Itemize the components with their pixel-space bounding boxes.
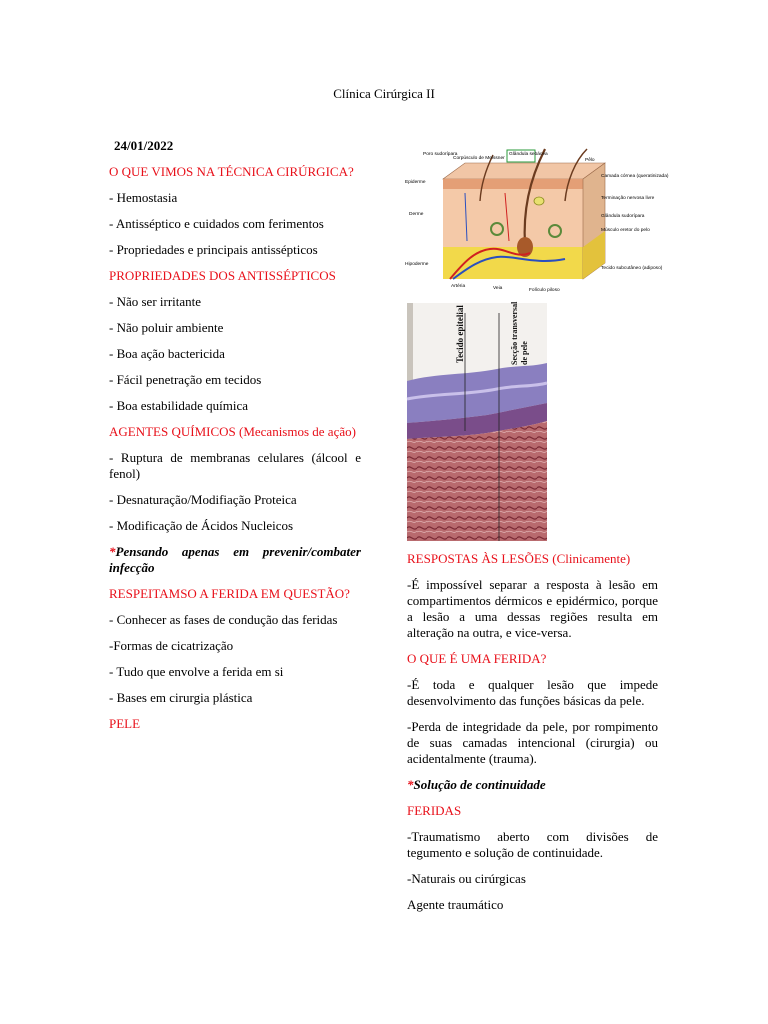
list-item: -Formas de cicatrização	[109, 638, 234, 653]
section-heading: O QUE VIMOS NA TÉCNICA CIRÚRGICA?	[109, 164, 354, 179]
section-heading: AGENTES QUÍMICOS (Mecanismos de ação)	[109, 424, 356, 439]
label-glandula-sebacea: Glândula sebácea	[509, 152, 548, 157]
right-column	[407, 551, 658, 923]
epidermis-layer	[443, 179, 583, 189]
histology-image	[407, 303, 547, 541]
label-tecido-subcutaneo: Tecido subcutâneo (adiposo)	[601, 266, 663, 271]
list-item: - Conhecer as fases de condução das feridas	[109, 612, 338, 627]
label-camada-cornea: Camada córnea (queratinizada)	[601, 174, 669, 179]
list-item: -É toda e qualquer lesão que impede desenvolvimento das funções básicas da pele.	[407, 677, 658, 708]
list-item: - Boa estabilidade química	[109, 398, 248, 413]
list-item: - Não ser irritante	[109, 294, 202, 309]
left-blocks	[109, 164, 361, 732]
list-item: - Propriedades e principais antissépticos	[109, 242, 318, 257]
histology-svg	[407, 303, 547, 541]
label-terminacao: Terminação nervosa livre	[601, 196, 655, 201]
label-musculo: Músculo eretor do pelo	[601, 228, 650, 233]
skin-surface	[443, 163, 605, 179]
label-foliculo: Folículo piloso	[529, 288, 560, 293]
label-tecido-epitelial: Tecido epitelial	[455, 305, 465, 363]
note-asterisk: *	[407, 777, 414, 792]
section-heading: O QUE É UMA FERIDA?	[407, 651, 547, 666]
sebaceous-gland	[534, 197, 544, 205]
section-heading: FERIDAS	[407, 803, 462, 818]
skin-anatomy-diagram	[405, 141, 669, 294]
label-epiderme: Epiderme	[405, 180, 426, 185]
list-item: -É impossível separar a resposta à lesão em compartimentos dérmicos e epidérmico, porque a lesão a uma dessas regiões resulta em alteração na outra, e vice-versa.	[407, 577, 658, 640]
list-item: - Antisséptico e cuidados com ferimentos	[109, 216, 324, 231]
list-item: - Desnaturação/Modifiação Proteica	[109, 492, 297, 507]
list-item: - Não poluir ambiente	[109, 320, 224, 335]
label-seccao-line2: de pele	[520, 341, 529, 365]
dermis-stroma	[407, 421, 547, 541]
right-blocks	[407, 551, 658, 913]
left-column	[109, 138, 361, 742]
label-corpusculo: Corpúsculo de Meissner	[453, 156, 505, 161]
section-heading: RESPEITAMSO A FERIDA EM QUESTÃO?	[109, 586, 350, 601]
label-derme: Derme	[409, 212, 424, 217]
section-heading: RESPOSTAS ÀS LESÕES (Clinicamente)	[407, 551, 631, 566]
note-body: Solução de continuidade	[413, 777, 546, 792]
skin-diagram-svg	[405, 141, 669, 294]
note-body: Pensando apenas em prevenir/combater infecção	[109, 544, 361, 575]
label-poro: Poro sudorípara	[423, 152, 458, 157]
note-asterisk: *	[109, 544, 116, 559]
label-glandula-sudoripara: Glândula sudorípara	[601, 214, 645, 219]
label-arteria: Artéria	[451, 284, 466, 289]
list-item: - Bases em cirurgia plástica	[109, 690, 253, 705]
label-hipoderme: Hipoderme	[405, 262, 429, 267]
list-item: Agente traumático	[407, 897, 504, 912]
note-text	[407, 777, 658, 793]
list-item: - Modificação de Ácidos Nucleicos	[109, 518, 294, 533]
list-item: -Perda de integridade da pele, por rompimento de suas camadas intencional (cirurgia) ou acidentalmente (trauma).	[407, 719, 658, 766]
note-text	[109, 544, 361, 576]
section-heading: PELE	[109, 716, 141, 731]
section-heading: PROPRIEDADES DOS ANTISSÉPTICOS	[109, 268, 336, 283]
list-item: -Naturais ou cirúrgicas	[407, 871, 526, 886]
label-veia: Veia	[493, 286, 503, 291]
list-item: - Boa ação bactericida	[109, 346, 225, 361]
label-pelo: Pêlo	[585, 158, 595, 163]
list-item: - Fácil penetração em tecidos	[109, 372, 262, 387]
list-item: - Ruptura de membranas celulares (álcool e fenol)	[109, 450, 361, 481]
list-item: - Tudo que envolve a ferida em si	[109, 664, 284, 679]
document-title: Clínica Cirúrgica II	[333, 86, 435, 101]
list-item: -Traumatismo aberto com divisões de tegumento e solução de continuidade.	[407, 829, 658, 860]
date: 24/01/2022	[114, 138, 174, 153]
list-item: - Hemostasia	[109, 190, 178, 205]
label-seccao-line1: Secção transversal	[510, 301, 519, 365]
dermis-layer	[443, 189, 583, 247]
